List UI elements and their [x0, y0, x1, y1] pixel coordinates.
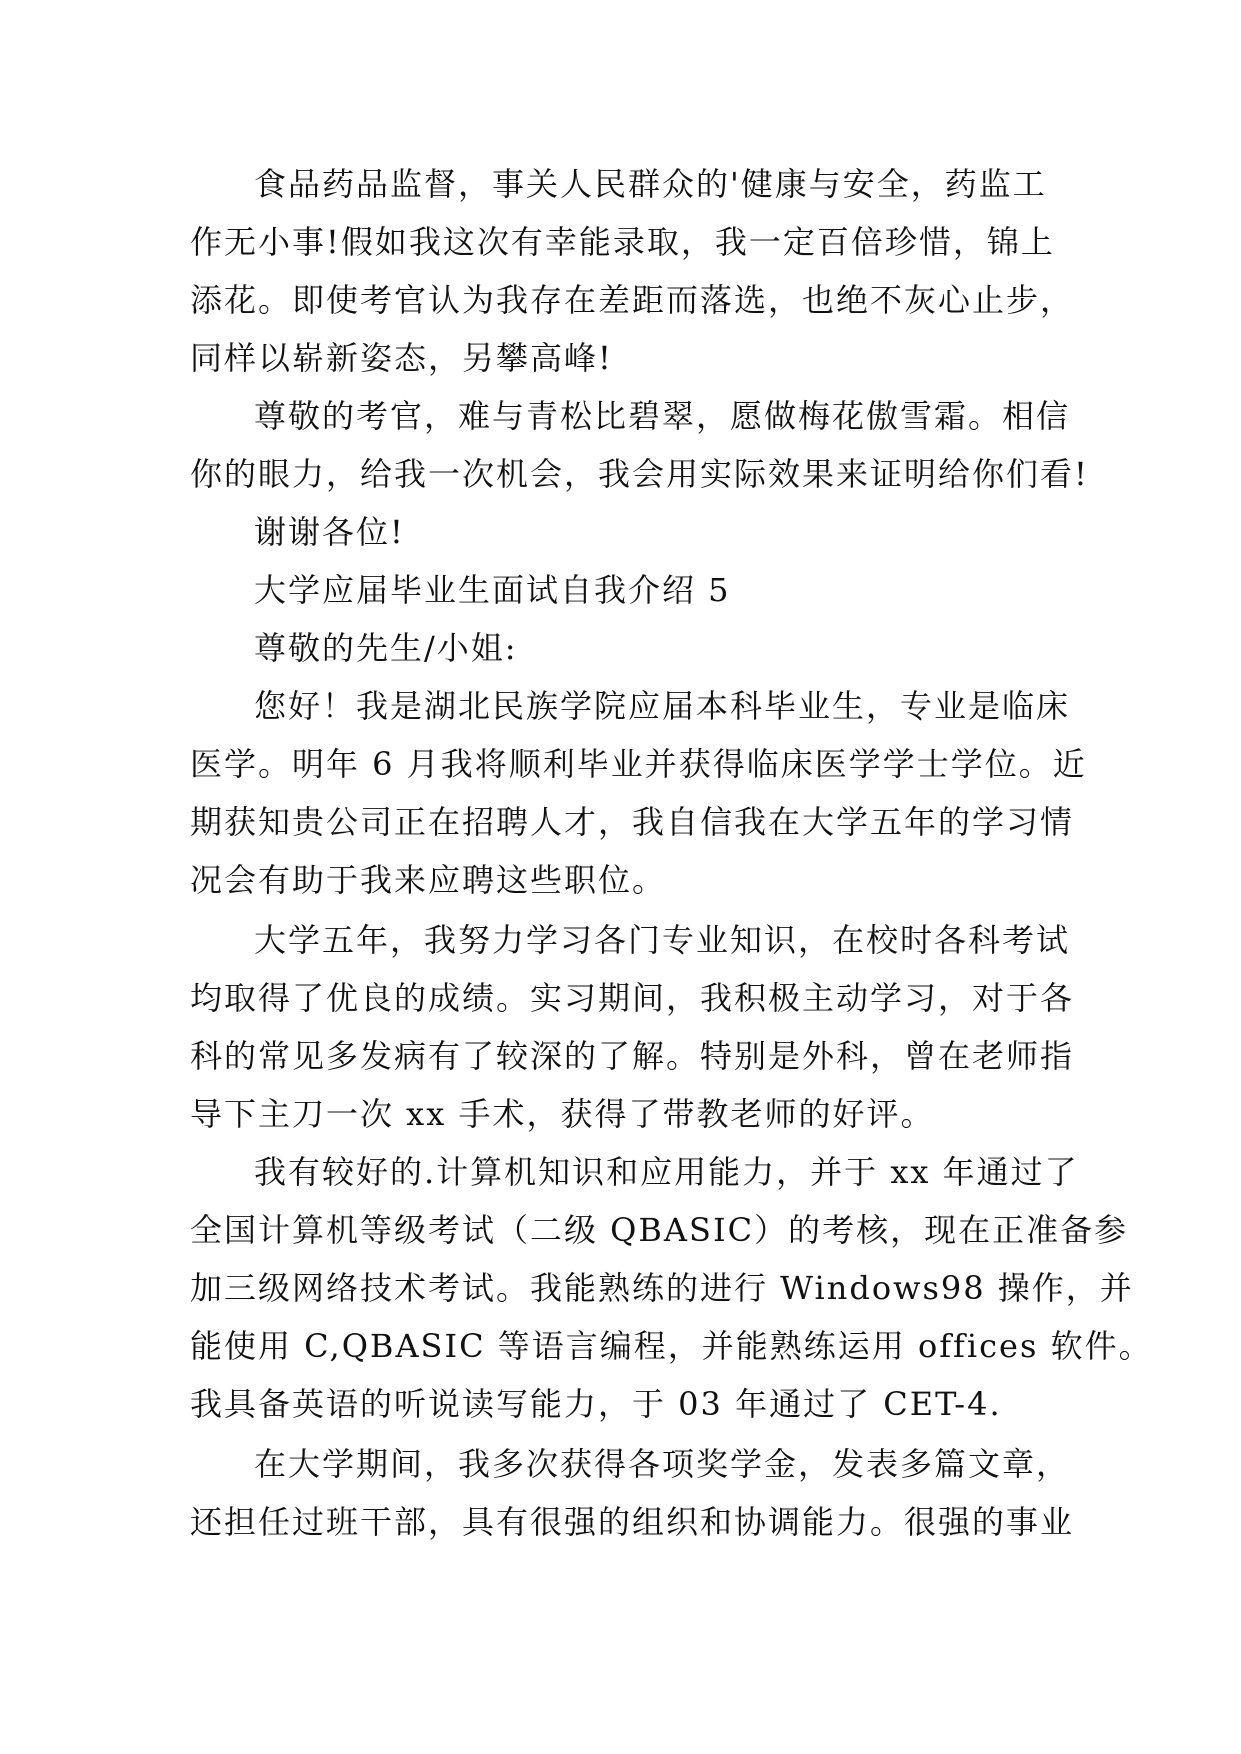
text-line: 导下主刀一次 xx 手术，获得了带教老师的好评。 [190, 1095, 935, 1133]
section-heading: 大学应届毕业生面试自我介绍 5 [254, 571, 731, 609]
text-line: 还担任过班干部，具有很强的组织和协调能力。很强的事业 [190, 1503, 1075, 1541]
text-line: 科的常见多发病有了较深的了解。特别是外科，曾在老师指 [190, 1037, 1075, 1075]
salutation: 尊敬的先生/小姐: [254, 629, 518, 667]
text-line: 我具备英语的听说读写能力，于 03 年通过了 CET-4. [190, 1385, 1002, 1423]
text-line: 全国计算机等级考试（二级 QBASIC）的考核，现在正准备参 [190, 1211, 1129, 1249]
text-line: 均取得了优良的成绩。实习期间，我积极主动学习，对于各 [190, 979, 1075, 1017]
text-line: 同样以崭新姿态，另攀高峰! [190, 339, 613, 377]
text-line: 大学五年，我努力学习各门专业知识，在校时各科考试 [254, 921, 1071, 959]
text-line: 能使用 C,QBASIC 等语言编程，并能熟练运用 offices 软件。 [190, 1327, 1153, 1365]
text-line: 食品药品监督，事关人民群众的'健康与安全，药监工 [254, 165, 1047, 203]
text-line: 谢谢各位! [254, 513, 405, 551]
text-line: 期获知贵公司正在招聘人才，我自信我在大学五年的学习情 [190, 803, 1075, 841]
text-line: 你的眼力，给我一次机会，我会用实际效果来证明给你们看! [190, 455, 1089, 493]
text-line: 我有较好的.计算机知识和应用能力，并于 xx 年通过了 [254, 1153, 1079, 1191]
text-line: 医学。明年 6 月我将顺利毕业并获得临床医学学士学位。近 [190, 745, 1087, 783]
text-line: 尊敬的考官，难与青松比碧翠，愿做梅花傲雪霜。相信 [254, 397, 1071, 435]
text-line: 作无小事!假如我这次有幸能录取，我一定百倍珍惜，锦上 [190, 223, 1055, 261]
text-line: 加三级网络技术考试。我能熟练的进行 Windows98 操作，并 [190, 1269, 1134, 1307]
text-line: 添花。即使考官认为我存在差距而落选，也绝不灰心止步， [190, 281, 1075, 319]
text-line: 况会有助于我来应聘这些职位。 [190, 861, 667, 899]
text-line: 您好！我是湖北民族学院应届本科毕业生，专业是临床 [254, 687, 1071, 725]
text-line: 在大学期间，我多次获得各项奖学金，发表多篇文章， [254, 1445, 1071, 1483]
